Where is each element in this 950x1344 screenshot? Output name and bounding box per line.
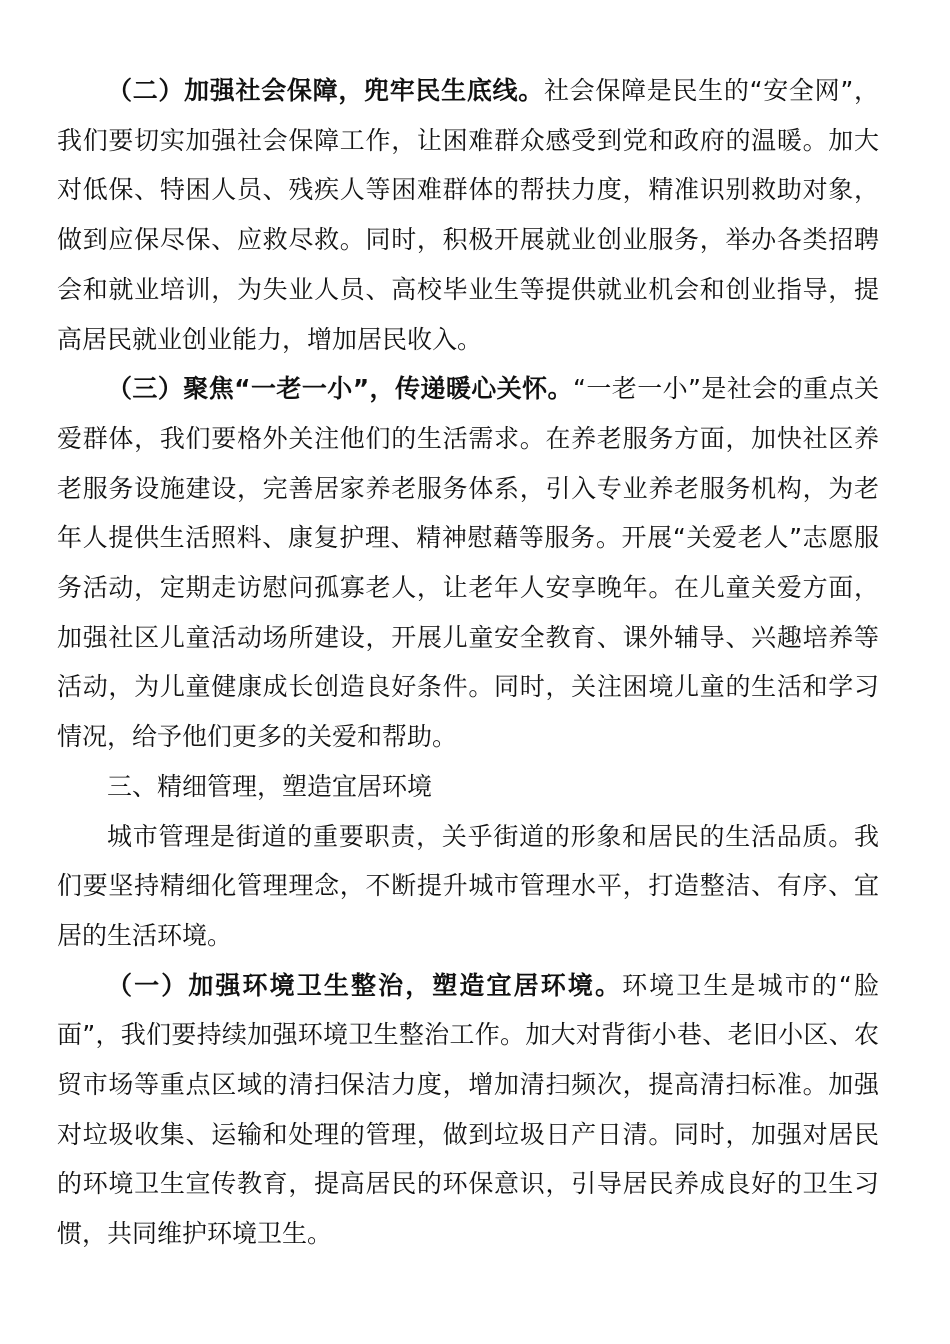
paragraph-body: 城市管理是街道的重要职责，关乎街道的形象和居民的生活品质。我们要坚持精细化管理理念，不断提升城市管理水平，打造整洁、有序、宜居的生活环境。 xyxy=(57,821,879,950)
document-page xyxy=(57,66,879,1259)
paragraph-environment xyxy=(57,961,879,1259)
paragraph-social-security xyxy=(57,66,879,364)
paragraph-body: 社会保障是民生的“安全网”，我们要切实加强社会保障工作，让困难群众感受到党和政府的温暖。加大对低保、特困人员、残疾人等困难群体的帮扶力度，精准识别救助对象，做到应保尽保、应救尽救。同时，积极开展就业创业服务，举办各类招聘会和就业培训，为失业人员、高校毕业生等提供就业机会和创业指导，提高居民就业创业能力，增加居民收入。 xyxy=(57,76,879,354)
section-heading: 三、精细管理，塑造宜居环境 xyxy=(107,771,433,801)
paragraph-body: 环境卫生是城市的“脸面”，我们要持续加强环境卫生整治工作。加大对背街小巷、老旧小区、农贸市场等重点区域的清扫保洁力度，增加清扫频次，提高清扫标准。加强对垃圾收集、运输和处理的管理，做到垃圾日产日清。同时，加强对居民的环境卫生宣传教育，提高居民的环保意识，引导居民养成良好的卫生习惯，共同维护环境卫生。 xyxy=(57,970,879,1249)
paragraph-city-management xyxy=(57,812,879,961)
paragraph-body: “一老一小”是社会的重点关爱群体，我们要格外关注他们的生活需求。在养老服务方面，加快社区养老服务设施建设，完善居家养老服务体系，引入专业养老服务机构，为老年人提供生活照料、康复护理、精神慰藉等服务。开展“关爱老人”志愿服务活动，定期走访慰问孤寡老人，让老年人安享晚年。在儿童关爱方面，加强社区儿童活动场所建设，开展儿童安全教育、课外辅导、兴趣培养等活动，为儿童健康成长创造良好条件。同时，关注困境儿童的生活和学习情况，给予他们更多的关爱和帮助。 xyxy=(57,374,879,752)
paragraph-lead: （二）加强社会保障，兜牢民生底线。 xyxy=(107,76,544,105)
paragraph-lead: （三）聚焦“一老一小”，传递暖心关怀。 xyxy=(107,374,573,404)
paragraph-lead: （一）加强环境卫生整治，塑造宜居环境。 xyxy=(107,970,623,1000)
paragraph-elderly-children xyxy=(57,364,879,762)
